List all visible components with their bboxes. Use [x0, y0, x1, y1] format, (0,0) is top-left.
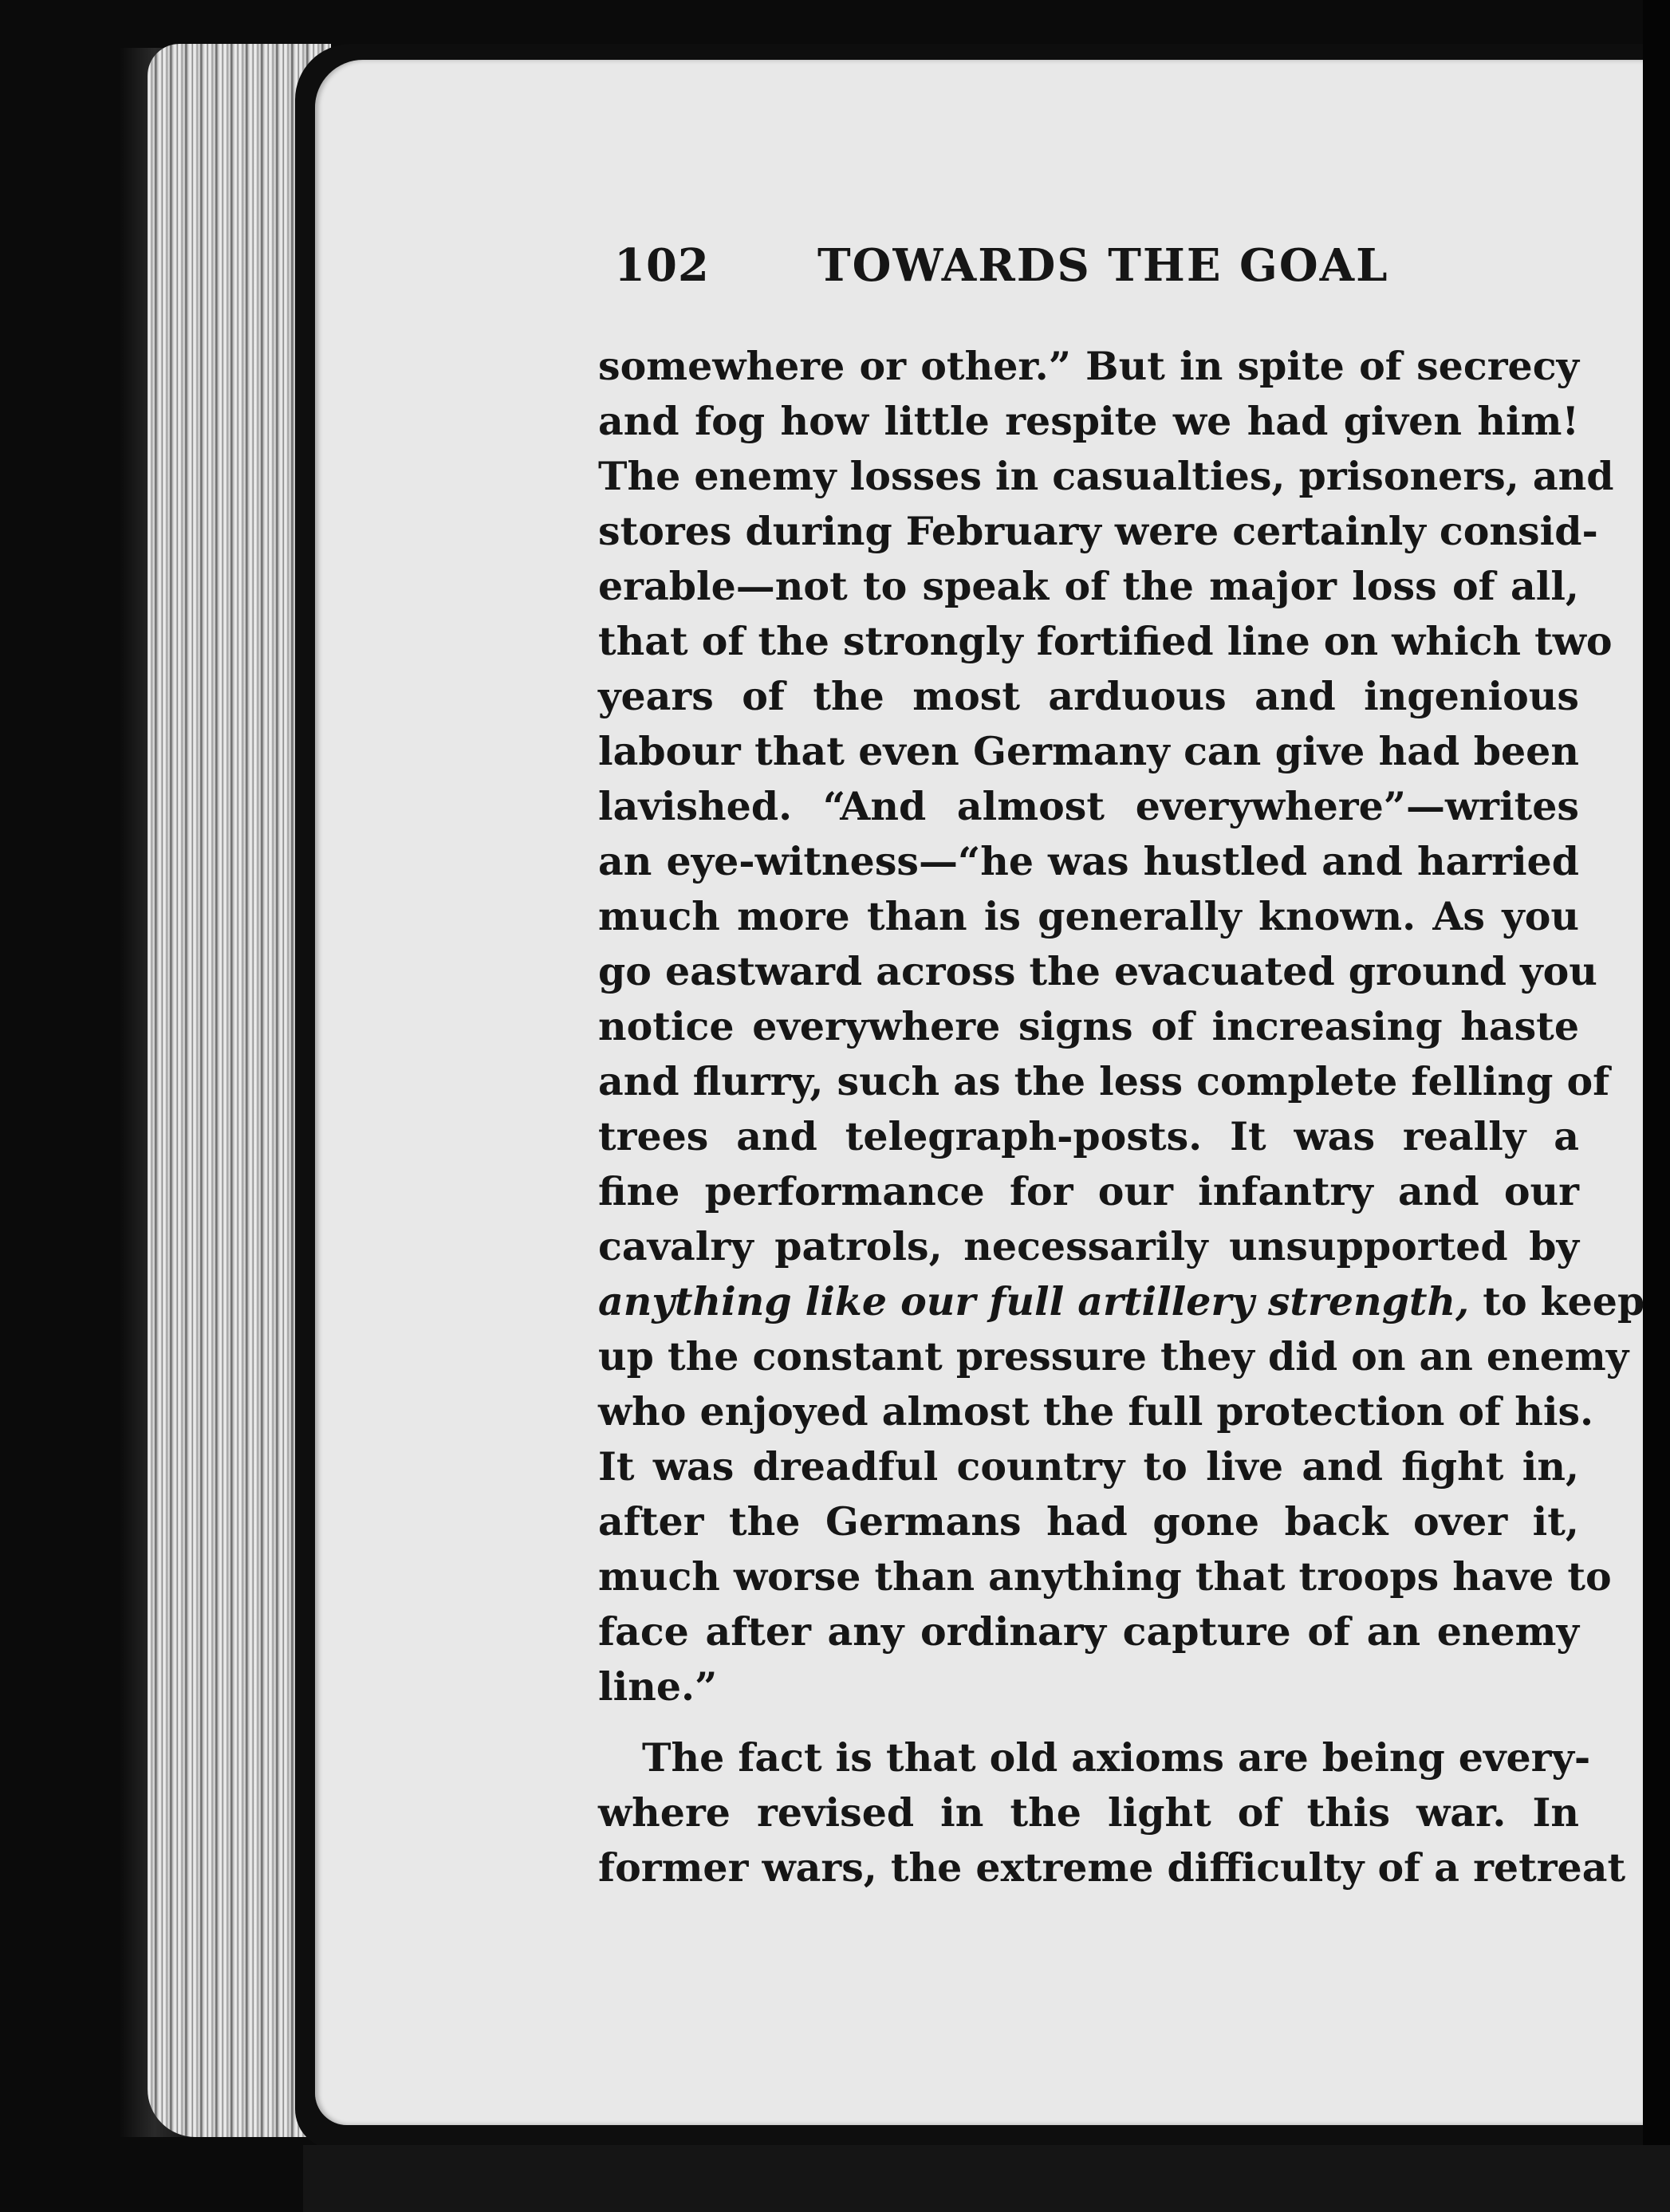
paragraph-start-line: The fact is that old axioms are being every- — [642, 1734, 1591, 1781]
body-text — [598, 339, 1645, 1895]
text-line-italic — [598, 1274, 1645, 1329]
text-line: stores during February were certainly consid- — [598, 508, 1598, 554]
text-line: years of the most arduous and ingenious — [598, 673, 1579, 719]
text-line: go eastward across the evacuated ground you — [598, 948, 1597, 994]
text-line: It was dreadful country to live and fight in, — [598, 1443, 1579, 1490]
text-line: who enjoyed almost the full protection of his. — [598, 1388, 1594, 1435]
text-line: trees and telegraph-posts. It was really a — [598, 1113, 1579, 1159]
running-title: TOWARDS THE GOAL — [817, 239, 1389, 292]
text-line: The enemy losses in casualties, prisoners, and — [598, 453, 1614, 499]
text-line: face after any ordinary capture of an enemy — [598, 1608, 1579, 1655]
scan-right-border — [1643, 0, 1670, 2212]
text-line: lavished. “And almost everywhere”—writes — [598, 783, 1579, 829]
text-line: after the Germans had gone back over it, — [598, 1498, 1579, 1545]
italic-phrase: anything like our full artillery strength, — [598, 1278, 1470, 1324]
text-line: cavalry patrols, necessarily unsupported by — [598, 1223, 1579, 1269]
text-line: notice everywhere signs of increasing haste — [598, 1003, 1579, 1049]
text-line: fine performance for our infantry and our — [598, 1168, 1579, 1214]
text-line: much worse than anything that troops have to — [598, 1553, 1612, 1600]
scan-bottom-border — [303, 2145, 1670, 2212]
text-line: where revised in the light of this war. In — [598, 1789, 1579, 1836]
italic-line-rest: to keep — [1469, 1278, 1645, 1324]
text-line: line.” — [598, 1663, 718, 1710]
text-block — [598, 231, 1645, 1895]
text-line: up the constant pressure they did on an enemy — [598, 1333, 1629, 1380]
text-line: somewhere or other.” But in spite of secrecy — [598, 343, 1579, 389]
text-line: and fog how little respite we had given him! — [598, 398, 1579, 444]
page-header — [598, 231, 1579, 303]
text-line: former wars, the extreme difficulty of a retreat — [598, 1844, 1626, 1891]
text-line: erable—not to speak of the major loss of all, — [598, 563, 1579, 609]
text-line: an eye-witness—“he was hustled and harried — [598, 838, 1579, 884]
page-number: 102 — [614, 239, 710, 292]
text-line: that of the strongly fortified line on which two — [598, 618, 1613, 664]
text-line: labour that even Germany can give had been — [598, 728, 1579, 774]
text-line: much more than is generally known. As you — [598, 893, 1579, 939]
text-line: and flurry, such as the less complete felling of — [598, 1058, 1610, 1104]
